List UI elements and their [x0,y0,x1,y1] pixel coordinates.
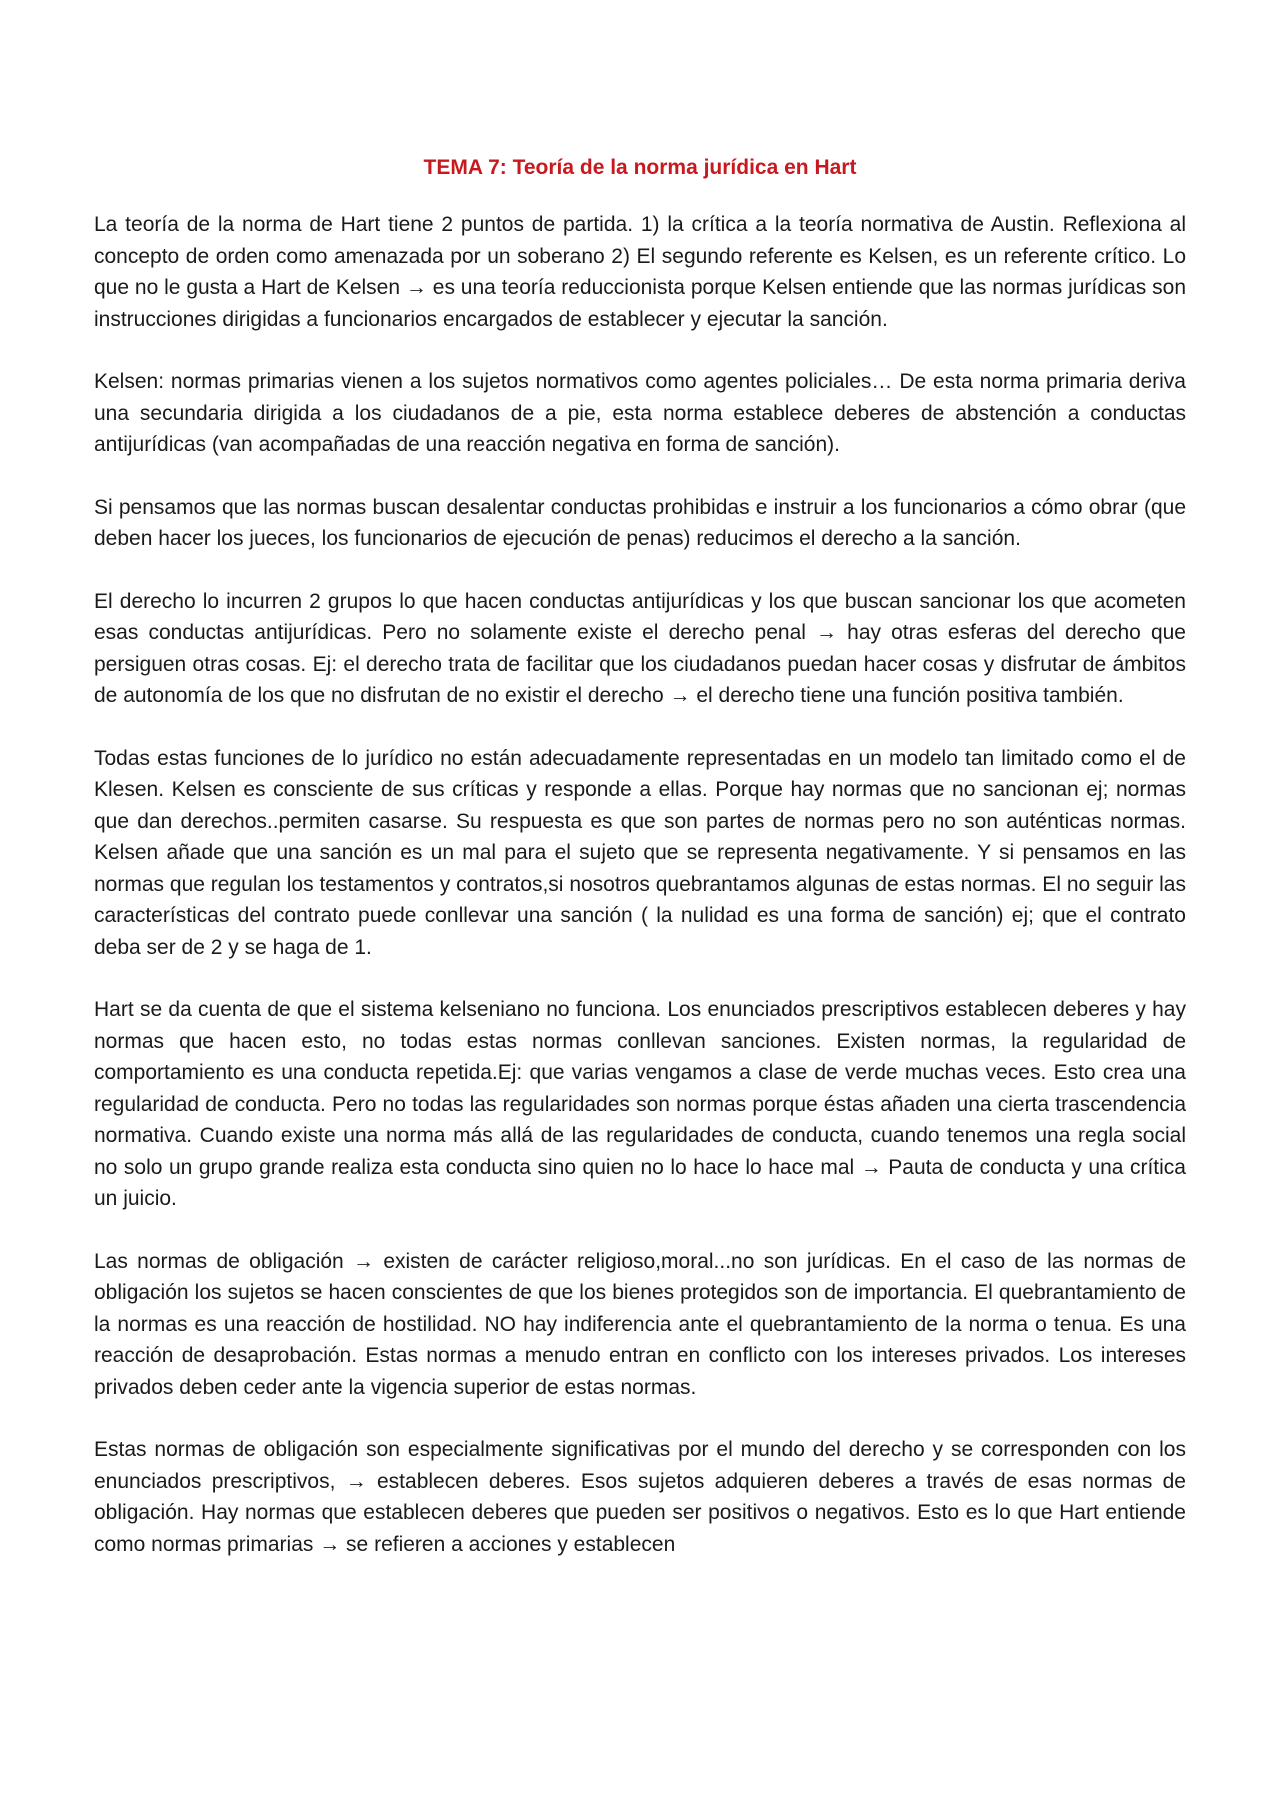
paragraph-1: La teoría de la norma de Hart tiene 2 puntos de partida. 1) la crítica a la teoría normativa de Austin. Reflexiona al concepto de orden como amenazada por un soberano 2) El segundo referente es Kelsen, es un referente crítico. Lo que no le gusta a Hart de Kelsen → es una teoría reduccionista porque Kelsen entiende que las normas jurídicas son instrucciones dirigidas a funcionarios encargados de establecer y ejecutar la sanción. [94,213,1186,331]
paragraph-7: Las normas de obligación → existen de carácter religioso,moral...no son jurídicas. En el caso de las normas de obligación los sujetos se hacen conscientes de que los bienes protegidos son de importancia. El quebrantamiento de la normas es una reacción de hostilidad. NO hay indiferencia ante el quebrantamiento de la norma o tenua. Es una reacción de desaprobación. Estas normas a menudo entran en conflicto con los intereses privados. Los intereses privados deben ceder ante la vigencia superior de estas normas. [94,1249,1186,1399]
paragraph-6: Hart se da cuenta de que el sistema kelseniano no funciona. Los enunciados prescriptivos establecen deberes y hay normas que hacen esto, no todas estas normas conllevan sanciones. Existen normas, la regularidad de comportamiento es una conducta repetida.Ej: que varias vengamos a clase de verde muchas veces. Esto crea una regularidad de conducta. Pero no todas las regularidades son normas porque éstas añaden una cierta trascendencia normativa. Cuando existe una norma más allá de las regularidades de conducta, cuando tenemos una regla social no solo un grupo grande realiza esta conducta sino quien no lo hace lo hace mal → Pauta de conducta y una crítica un juicio. [94,998,1186,1210]
paragraph-3: Si pensamos que las normas buscan desalentar conductas prohibidas e instruir a los funcionarios a cómo obrar (que deben hacer los jueces, los funcionarios de ejecución de penas) reducimos el derecho a la sanción. [94,495,1186,550]
paragraph-2: Kelsen: normas primarias vienen a los sujetos normativos como agentes policiales… De esta norma primaria deriva una secundaria dirigida a los ciudadanos de a pie, esta norma establece deberes de abstención a conductas antijurídicas (van acompañadas de una reacción negativa en forma de sanción). [94,370,1186,456]
paragraph-4: El derecho lo incurren 2 grupos lo que hacen conductas antijurídicas y los que buscan sancionar los que acometen esas conductas antijurídicas. Pero no solamente existe el derecho penal → hay otras esferas del derecho que persiguen otras cosas. Ej: el derecho trata de facilitar que los ciudadanos puedan hacer cosas y disfrutar de ámbitos de autonomía de los que no disfrutan de no existir el derecho → el derecho tiene una función positiva también. [94,589,1186,707]
paragraph-8: Estas normas de obligación son especialmente significativas por el mundo del derecho y se corresponden con los enunciados prescriptivos, → establecen deberes. Esos sujetos adquieren deberes a través de esas normas de obligación. Hay normas que establecen deberes que pueden ser positivos o negativos. Esto es lo que Hart entiende como normas primarias → se refieren a acciones y establecen [94,1438,1186,1556]
document-title: TEMA 7: Teoría de la norma jurídica en Hart [423,156,857,179]
paragraph-5: Todas estas funciones de lo jurídico no están adecuadamente representadas en un modelo tan limitado como el de Klesen. Kelsen es consciente de sus críticas y responde a ellas. Porque hay normas que no sancionan ej; normas que dan derechos..permiten casarse. Su respuesta es que son partes de normas pero no son auténticas normas. Kelsen añade que una sanción es un mal para el sujeto que se representa negativamente. Y si pensamos en las normas que regulan los testamentos y contratos,si nosotros quebrantamos algunas de estas normas. El no seguir las características del contrato puede conllevar una sanción ( la nulidad es una forma de sanción) ej; que el contrato deba ser de 2 y se haga de 1. [94,746,1186,959]
